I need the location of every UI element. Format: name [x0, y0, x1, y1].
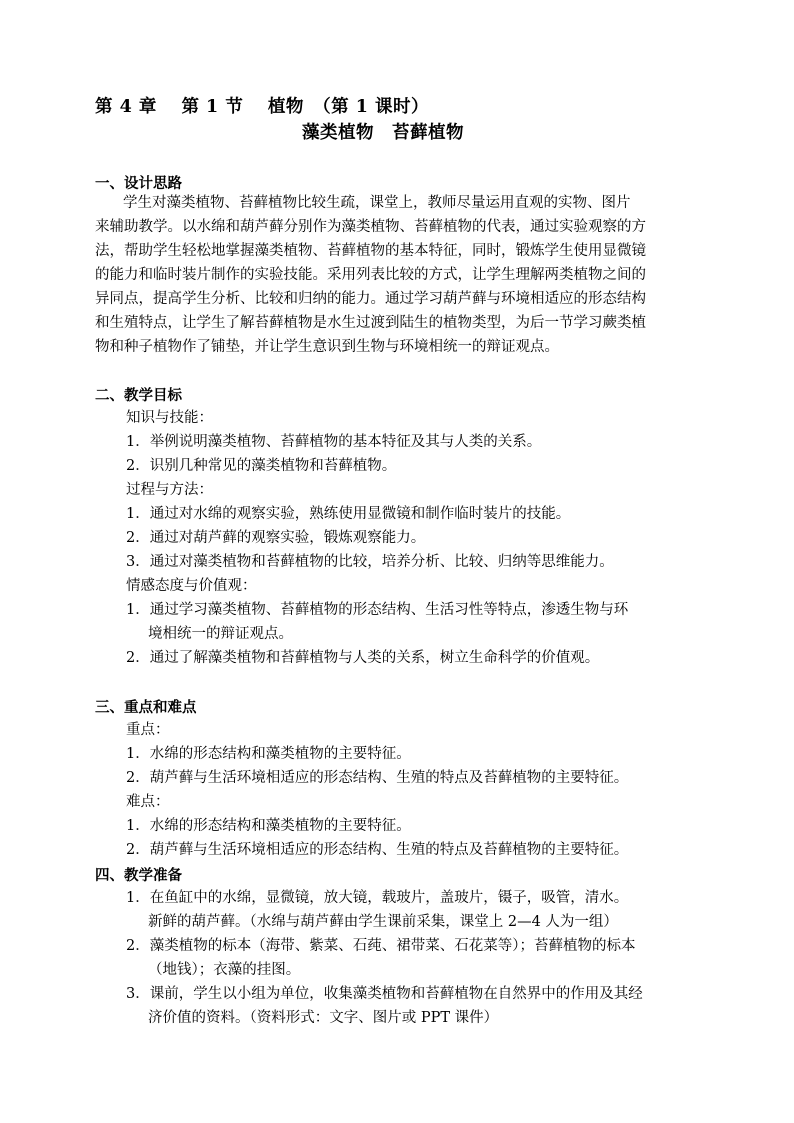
subheading: 情感态度与价值观： — [126, 578, 257, 594]
list-item: 1．通过对水绵的观察实验，熟练使用显微镜和制作临时装片的技能。 — [126, 506, 571, 522]
list-item: 2．葫芦藓与生活环境相适应的形态结构、生殖的特点及苔藓植物的主要特征。 — [126, 842, 629, 858]
paragraph-line: 的能力和临时装片制作的实验技能。采用列表比较的方式，让学生理解两类植物之间的 — [95, 267, 646, 283]
list-item: 1．通过学习藻类植物、苔藓植物的形态结构、生活习性等特点，渗透生物与环 — [126, 602, 629, 618]
list-item: 2．通过对葫芦藓的观察实验，锻炼观察能力。 — [126, 530, 426, 546]
chapter-title: 第 4 章 第 1 节 植物 （第 1 课时） — [95, 97, 430, 117]
list-item: 2．识别几种常见的藻类植物和苔藓植物。 — [126, 458, 397, 474]
list-item: 1．在鱼缸中的水绵，显微镜，放大镜，载玻片，盖玻片，镊子，吸管，清水。 — [126, 890, 629, 906]
list-item-continuation: 境相统一的辩证观点。 — [148, 626, 293, 642]
lesson-title: 藻类植物 苔藓植物 — [302, 123, 464, 143]
paragraph-line: 和生殖特点，让学生了解苔藓植物是水生过渡到陆生的植物类型，为后一节学习蕨类植 — [95, 315, 646, 331]
paragraph-line: 来辅助教学。以水绵和葫芦藓分别作为藻类植物、苔藓植物的代表，通过实验观察的方 — [95, 219, 646, 235]
list-item: 1．水绵的形态结构和藻类植物的主要特征。 — [126, 818, 411, 834]
list-item-continuation: 济价值的资料。（资料形式：文字、图片或 PPT 课件） — [148, 1010, 499, 1026]
list-item: 3．通过对藻类植物和苔藓植物的比较，培养分析、比较、归纳等思维能力。 — [126, 554, 614, 570]
list-item: 1．水绵的形态结构和藻类植物的主要特征。 — [126, 746, 411, 762]
list-item: 2．葫芦藓与生活环境相适应的形态结构、生殖的特点及苔藓植物的主要特征。 — [126, 770, 629, 786]
list-item: 2．藻类植物的标本（海带、紫菜、石莼、裙带菜、石花菜等）；苔藓植物的标本 — [126, 938, 636, 954]
subheading: 重点： — [126, 722, 170, 738]
section-heading-design: 一、设计思路 — [95, 175, 182, 192]
subheading: 知识与技能： — [126, 410, 213, 426]
subheading: 难点： — [126, 794, 170, 810]
paragraph-line: 物和种子植物作了铺垫，并让学生意识到生物与环境相统一的辩证观点。 — [95, 339, 559, 355]
paragraph-line: 法，帮助学生轻松地掌握藻类植物、苔藓植物的基本特征，同时，锻炼学生使用显微镜 — [95, 243, 646, 259]
list-item-continuation: （地钱）；衣藻的挂图。 — [148, 962, 301, 978]
section-heading-preparation: 四、教学准备 — [95, 867, 182, 884]
list-item: 2．通过了解藻类植物和苔藓植物与人类的关系，树立生命科学的价值观。 — [126, 650, 600, 666]
subheading: 过程与方法： — [126, 482, 213, 498]
paragraph-line: 学生对藻类植物、苔藓植物比较生疏，课堂上，教师尽量运用直观的实物、图片 — [123, 195, 631, 211]
list-item-continuation: 新鲜的葫芦藓。（水绵与葫芦藓由学生课前采集，课堂上 2—4 人为一组） — [148, 914, 618, 930]
list-item: 1．举例说明藻类植物、苔藓植物的基本特征及其与人类的关系。 — [126, 434, 542, 450]
section-heading-goals: 二、教学目标 — [95, 387, 182, 404]
paragraph-line: 异同点，提高学生分析、比较和归纳的能力。通过学习葫芦藓与环境相适应的形态结构 — [95, 291, 646, 307]
section-heading-keypoints: 三、重点和难点 — [95, 699, 197, 716]
list-item: 3．课前，学生以小组为单位，收集藻类植物和苔藓植物在自然界中的作用及其经 — [126, 986, 643, 1002]
